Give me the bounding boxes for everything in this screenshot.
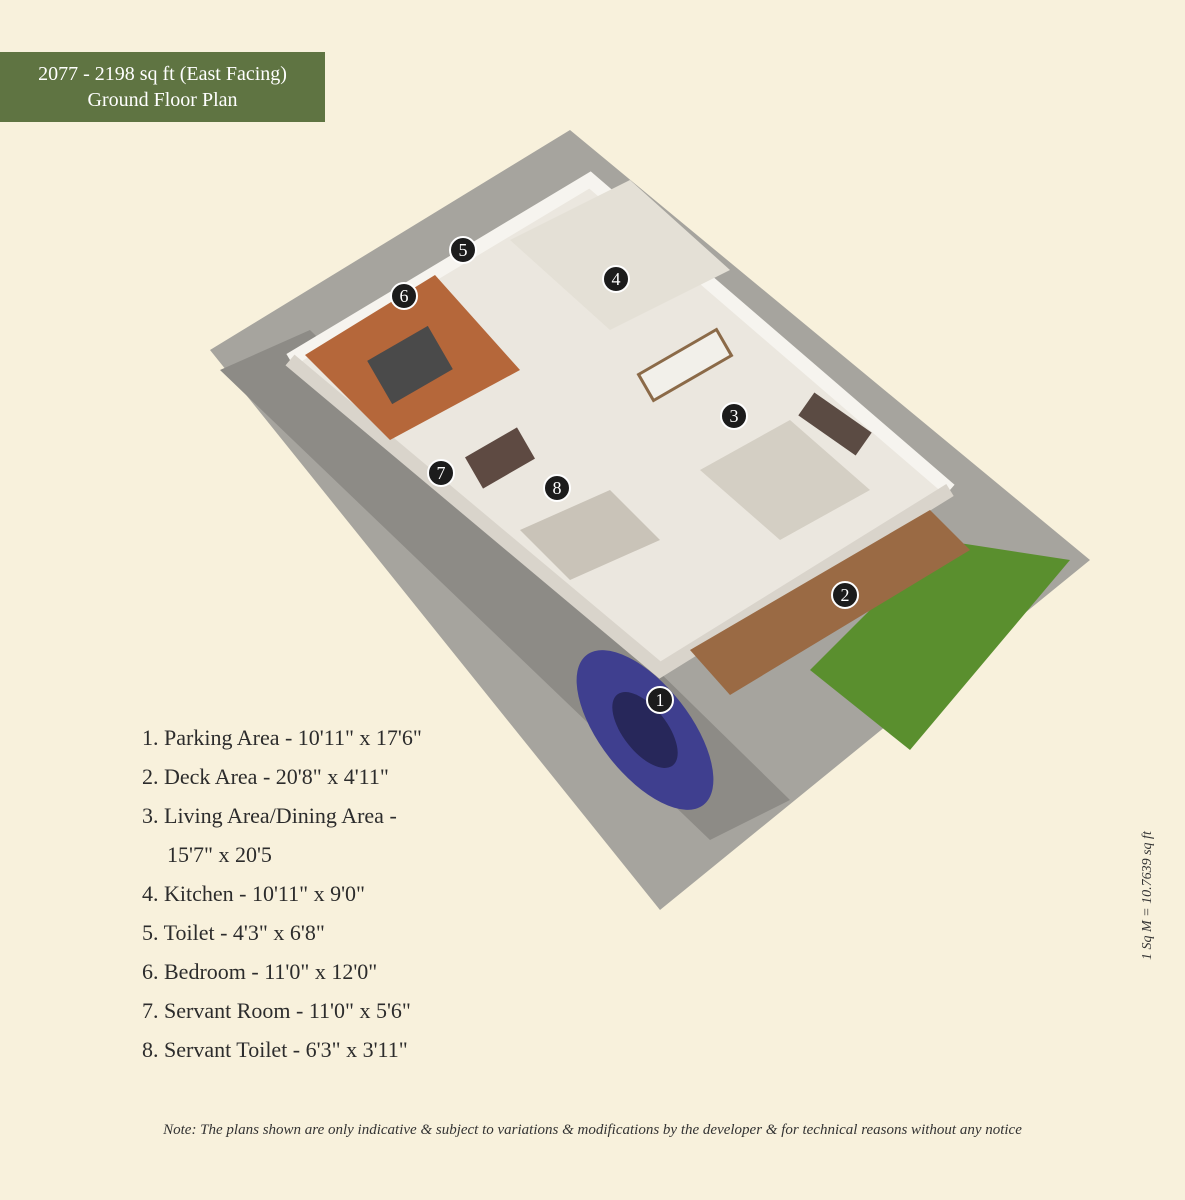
plan-floor-title: Ground Floor Plan xyxy=(87,89,238,111)
marker-7 xyxy=(428,460,454,486)
svg-text:8: 8 xyxy=(552,478,562,498)
svg-text:5: 5 xyxy=(458,240,468,260)
marker-1 xyxy=(647,687,673,713)
marker-3 xyxy=(721,403,747,429)
marker-2 xyxy=(832,582,858,608)
legend-item-servant-room: 7. Servant Room - 11'0" x 5'6" xyxy=(142,998,411,1023)
legend-item-kitchen: 4. Kitchen - 10'11" x 9'0" xyxy=(142,881,366,906)
svg-text:7: 7 xyxy=(436,463,446,483)
legend-item-deck: 2. Deck Area - 20'8" x 4'11" xyxy=(142,764,389,789)
disclaimer-note: Note: The plans shown are only indicative & subject to variations & modifications by the developer & for technical reasons without any notice xyxy=(163,1122,1022,1138)
marker-4 xyxy=(603,266,629,292)
legend-item-servant-toilet: 8. Servant Toilet - 6'3" x 3'11" xyxy=(142,1037,408,1062)
room-legend xyxy=(142,718,422,1069)
marker-6 xyxy=(391,283,417,309)
svg-text:1: 1 xyxy=(655,690,665,710)
legend-item-parking: 1. Parking Area - 10'11" x 17'6" xyxy=(142,725,422,750)
legend-item-living: 3. Living Area/Dining Area - xyxy=(142,803,397,828)
svg-text:2: 2 xyxy=(840,585,850,605)
svg-text:3: 3 xyxy=(729,406,739,426)
scale-note: 1 Sq M = 10.7639 sq ft xyxy=(1140,831,1155,960)
legend-item-toilet: 5. Toilet - 4'3" x 6'8" xyxy=(142,920,325,945)
plan-area-title: 2077 - 2198 sq ft (East Facing) xyxy=(38,63,287,85)
marker-5 xyxy=(450,237,476,263)
svg-text:4: 4 xyxy=(611,269,621,289)
marker-8 xyxy=(544,475,570,501)
legend-item-living-dimensions: 15'7" x 20'5 xyxy=(167,842,272,867)
svg-text:6: 6 xyxy=(399,286,409,306)
legend-item-bedroom: 6. Bedroom - 11'0" x 12'0" xyxy=(142,959,378,984)
